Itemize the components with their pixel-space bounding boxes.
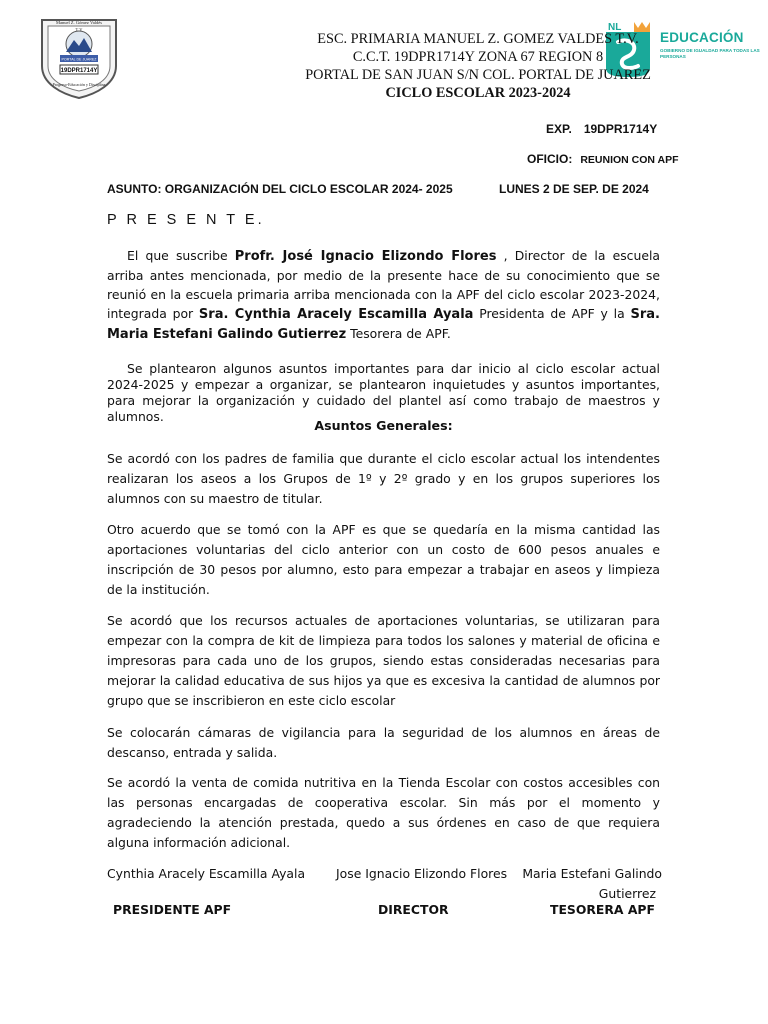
context-paragraph: Se plantearon algunos asuntos importantes para dar inicio al ciclo escolar actual 2024-2025 y empezar a organizar, se plantearon inquietudes y asuntos importantes, para mejorar la organización y cuidado del plantel así como trabajo de maestros y alumnos. (107, 361, 660, 424)
intro-text-4: Tesorera de APF. (346, 326, 451, 341)
intro-text-2: , Director de la escuela arriba antes mencionada, por medio de la presente hace de su conocimiento que se reunió en la escuela primaria arriba mencionada con la APF del ciclo escolar 2023-2024, integrada por (107, 248, 661, 321)
presidenta-name: Sra. Cynthia Aracely Escamilla Ayala (198, 307, 474, 322)
logo-motto: Progreso-Educación y Disciplina (52, 82, 106, 87)
signature-name-presidenta: Cynthia Aracely Escamilla Ayala (107, 866, 306, 881)
intro-text-1: El que suscribe (127, 248, 235, 263)
exp-label: EXP. (546, 122, 572, 136)
intro-text-3: Presidenta de APF y la (473, 306, 631, 321)
presente-greeting: P R E S E N T E. (107, 212, 265, 228)
signature-name-tesorera-line2: Gutierrez (598, 886, 656, 901)
educacion-title: EDUCACIÓN (660, 30, 744, 45)
logo-text-top: Manuel Z. Gómez Valdés (56, 20, 102, 25)
intro-paragraph (107, 246, 660, 344)
agreement-paragraph: Se acordó que los recursos actuales de aportaciones voluntarias, se utilizaran para empezar con la compra de kit de limpieza para todos los salones y material de oficina e impresoras para cada uno de los grupos, siendo estas consideradas necesarias para mejorar la calidad educativa de sus hijos ya que es excesiva la cantidad de alumnos por grupo que se inscribieron en este ciclo escolar (107, 613, 660, 708)
school-header (288, 30, 668, 102)
logo-code: 19DPR1714Y (60, 68, 98, 74)
educacion-subtitle: GOBIERNO DE IGUALDAD PARA TODAS LAS PERSONAS (660, 48, 760, 59)
header-line-school: ESC. PRIMARIA MANUEL Z. GOMEZ VALDES T.V. (317, 31, 639, 47)
agreement-paragraph: Otro acuerdo que se tomó con la APF es que se quedaría en la misma cantidad las aportaciones voluntarias del ciclo anterior con un costo de 600 pesos anuales e inscripción de 30 pesos por alumno, esto para empezar a trabajar en aseos y limpieza de la institución. (107, 522, 660, 597)
signature-name-director: Jose Ignacio Elizondo Flores (336, 866, 508, 881)
signature-role-presidente: PRESIDENTE APF (113, 902, 232, 917)
exp-value: 19DPR1714Y (583, 122, 658, 136)
nl-logo-text: NL (608, 22, 622, 33)
agreement-paragraph: Se colocarán cámaras de vigilancia para la seguridad de los alumnos en áreas de descanso, entrada y salida. (107, 725, 660, 760)
signature-name-tesorera-line1: Maria Estefani Galindo (522, 866, 662, 881)
tesorera-name: Sra. Maria Estefani Galindo Gutierrez (107, 307, 660, 342)
exp-line (546, 122, 657, 136)
asunto-line (107, 182, 667, 196)
header-line-cycle: CICLO ESCOLAR 2023-2024 (385, 85, 571, 101)
oficio-line (527, 152, 679, 166)
school-shield-icon (34, 14, 124, 100)
agreement-paragraph: Se acordó la venta de comida nutritiva en la Tienda Escolar con costos accesibles con las personas encargadas de cooperativa escolar. Sin más por el momento y agradeciendo la atención prestada, quedo a sus órdenes en caso de que requiera alguna información adicional. (107, 775, 660, 850)
director-name: Profr. José Ignacio Elizondo Flores (234, 249, 497, 264)
document-date: LUNES 2 DE SEP. DE 2024 (499, 182, 649, 196)
asunto-text: ASUNTO: ORGANIZACIÓN DEL CICLO ESCOLAR 2024- 2025 (107, 182, 453, 196)
signature-name-tesorera (522, 864, 662, 904)
logo-banner: PORTAL DE JUAREZ (61, 57, 97, 62)
oficio-value: REUNION CON APF (580, 154, 679, 166)
signature-role-tesorera: TESORERA APF (550, 902, 655, 917)
header-line-cct: C.C.T. 19DPR1714Y ZONA 67 REGION 8 (352, 49, 604, 65)
oficio-label: OFICIO: (527, 152, 573, 166)
agreement-paragraph: Se acordó con los padres de familia que durante el ciclo escolar actual los intendentes realizaran los aseos a los Grupos de 1º y 2º grado y en los grupos superiores los alumnos con su maestro de titular. (107, 451, 660, 506)
signature-role-director: DIRECTOR (378, 902, 449, 917)
header-line-address: PORTAL DE SAN JUAN S/N COL. PORTAL DE JUAREZ (305, 67, 651, 83)
educacion-logo (660, 30, 760, 60)
logo-text-tv: T V (75, 27, 83, 32)
asuntos-generales-heading: Asuntos Generales: (314, 418, 453, 433)
